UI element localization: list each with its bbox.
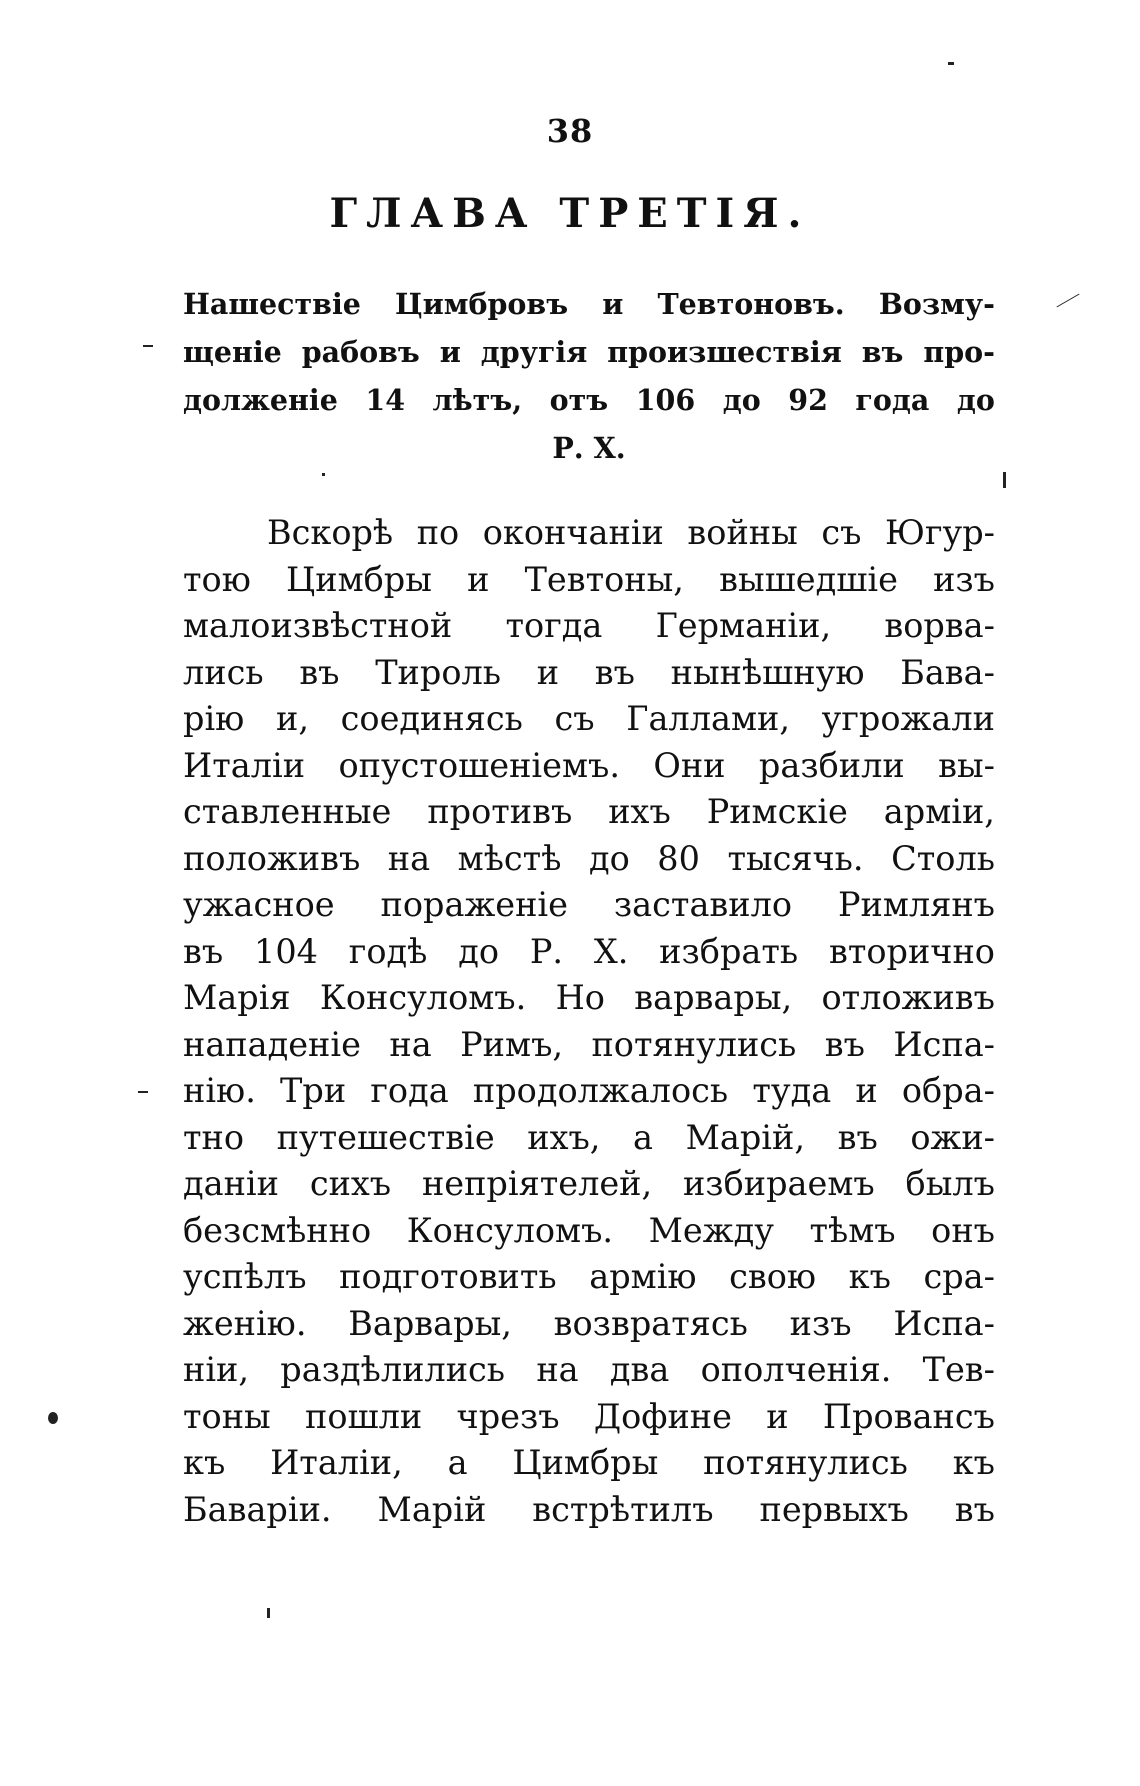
body-line: тоны пошли чрезъ Дофине и Провансъ <box>183 1396 995 1436</box>
body-line: рію и, соединясь съ Галлами, угрожали <box>183 699 995 738</box>
body-text <box>183 510 995 1533</box>
scan-speck <box>322 473 325 476</box>
scan-speck <box>138 1091 148 1093</box>
body-line: тно путешествіе ихъ, а Марій, въ ожи- <box>183 1117 995 1157</box>
body-line: женію. Варвары, возвратясь изъ Испа- <box>183 1303 995 1343</box>
body-line: Италіи опустошеніемъ. Они разбили вы- <box>183 745 995 785</box>
scan-speck <box>143 345 153 347</box>
chapter-title: ГЛАВА ТРЕТІЯ. <box>329 190 811 237</box>
body-line: ніи, раздѣлились на два ополченія. Тев- <box>183 1350 995 1389</box>
page-number: 38 <box>546 112 594 150</box>
body-line: лись въ Тироль и въ нынѣшную Бава- <box>183 652 995 692</box>
body-line: малоизвѣстной тогда Германіи, ворва- <box>183 606 995 645</box>
body-line: даніи сихъ непріятелей, избираемъ былъ <box>183 1164 995 1203</box>
body-line: Вскорѣ по окончаніи войны съ Югур- <box>267 513 995 552</box>
body-line: нію. Три года продолжалось туда и обра- <box>183 1071 995 1110</box>
body-line: положивъ на мѣстѣ до 80 тысячь. Столь <box>183 838 995 878</box>
body-line: ужасное пораженіе заставило Римлянъ <box>183 885 995 924</box>
body-line: ставленные противъ ихъ Римскіе арміи, <box>183 792 995 831</box>
summary-line: Нашествіе Цимбровъ и Тевтоновъ. Возму- <box>183 287 995 321</box>
summary-line: долженіе 14 лѣтъ, отъ 106 до 92 года до <box>183 383 995 417</box>
chapter-summary <box>183 280 995 472</box>
body-line: въ 104 годѣ до Р. Х. избрать вторично <box>183 931 995 971</box>
summary-line: щеніе рабовъ и другія произшествія въ про- <box>183 335 995 369</box>
body-line: нападеніе на Римъ, потянулись въ Испа- <box>183 1024 995 1064</box>
scan-speck <box>267 1608 270 1618</box>
body-line: къ Италіи, а Цимбры потянулись къ <box>183 1443 995 1482</box>
scan-speck <box>948 62 954 65</box>
scan-speck <box>1056 294 1079 308</box>
body-line: безсмѣнно Консуломъ. Между тѣмъ онъ <box>183 1210 995 1250</box>
body-line: тою Цимбры и Тевтоны, вышедшіе изъ <box>183 559 995 599</box>
body-line: Баваріи. Марій встрѣтилъ первыхъ въ <box>183 1489 995 1529</box>
summary-line: Р. Х. <box>552 431 626 465</box>
body-line: успѣлъ подготовить армію свою къ сра- <box>183 1257 995 1296</box>
scan-speck <box>1003 472 1006 488</box>
scan-speck <box>48 1412 58 1424</box>
body-line: Марія Консуломъ. Но варвары, отложивъ <box>183 978 995 1017</box>
